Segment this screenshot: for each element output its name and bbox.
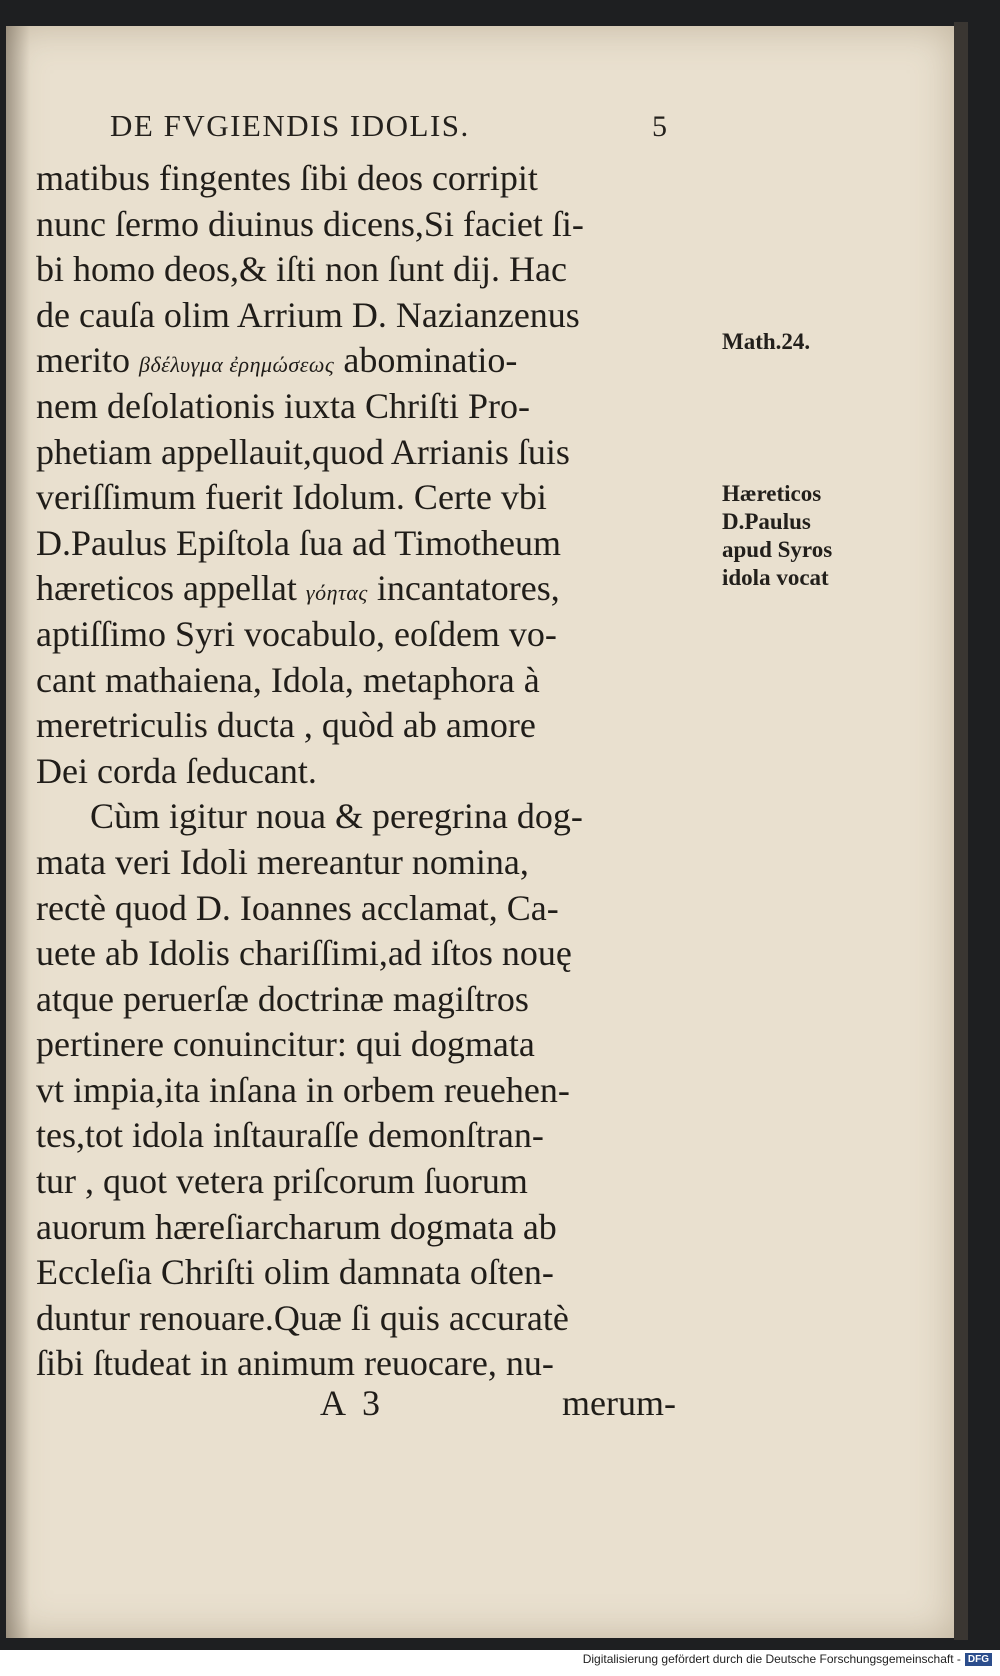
text-line: Eccleſia Chriſti olim damnata oſten- [36,1252,554,1293]
marginal-line: apud Syros [722,537,833,562]
spine-shadow [6,26,30,1638]
body-text [36,156,726,1387]
page-number: 5 [652,110,667,143]
digitization-credit [0,1652,992,1674]
text-line: de cauſa olim Arrium D. Nazianzenus [36,294,580,335]
text-line: vt impia,ita inſana in orbem reuehen- [36,1069,570,1110]
text-line: tur , quot vetera priſcorum ſuorum [36,1161,528,1202]
text-line: uete ab Idolis chariſſimi,ad iſtos nouę [36,933,572,974]
marginal-line: idola vocat [722,565,829,590]
text-line: cant mathaiena, Idola, metaphora à [36,659,540,700]
text-line: pertinere conuincitur: qui dogmata [36,1024,535,1065]
page-edge [954,22,968,1640]
text-line: Dei corda ſeducant. [36,750,317,791]
text-line: auorum hæreſiarcharum dogmata ab [36,1206,557,1247]
text-segment: abominatio- [334,340,518,381]
text-line: matibus fingentes ſibi deos corripit [36,158,538,198]
marginal-note-haereticos [722,480,892,592]
marginal-note-math: Math.24. [722,329,811,354]
text-line: bi homo deos,& iſti non ſunt dij. Hac [36,249,567,290]
text-line [36,338,726,384]
text-segment: merito [36,340,139,381]
marginal-line: D.Paulus [722,509,811,534]
running-title: DE FVGIENDIS IDOLIS. [110,108,470,143]
text-line: rectè quod D. Ioannes acclamat, Ca- [36,887,559,928]
dfg-logo: DFG [965,1653,992,1666]
text-line: nunc ſermo diuinus dicens,Si faciet ſi- [36,203,584,244]
marginal-line: Hæreticos [722,481,822,506]
text-line: tes,tot idola inſtauraſſe demonſtran- [36,1115,544,1156]
text-line: aptiſſimo Syri vocabulo, eoſdem vo- [36,613,557,654]
text-line: duntur renouare.Quæ ſi quis accuratè [36,1297,569,1338]
catchword: merum- [562,1383,676,1423]
text-line: ſibi ſtudeat in animum reuocare, nu- [36,1343,554,1384]
signature-mark: A 3 [320,1383,381,1423]
credit-text: Digitalisierung gefördert durch die Deutsche Forschungsgemeinschaft - [582,1652,961,1666]
text-line: Cùm igitur noua & peregrina dog- [36,796,583,837]
text-line: phetiam appellauit,quod Arrianis ſuis [36,431,570,472]
text-line: D.Paulus Epiſtola ſua ad Timotheum [36,522,562,563]
text-line: meretriculis ducta , quòd ab amore [36,705,536,746]
text-line: atque peruerſæ doctrinæ magiſtros [36,978,529,1019]
text-line: veriſſimum fuerit Idolum. Certe vbi [36,477,547,518]
greek-phrase: βδέλυγμα ἐρημώσεως [138,352,335,378]
text-line: mata veri Idoli mereantur nomina, [36,841,529,882]
greek-phrase: γόητας [305,580,368,606]
text-segment: hæreticos appellat [36,568,306,609]
text-segment: incantatores, [367,568,560,609]
text-line [36,566,726,612]
text-line: nem deſolationis iuxta Chriſti Pro- [36,385,530,426]
